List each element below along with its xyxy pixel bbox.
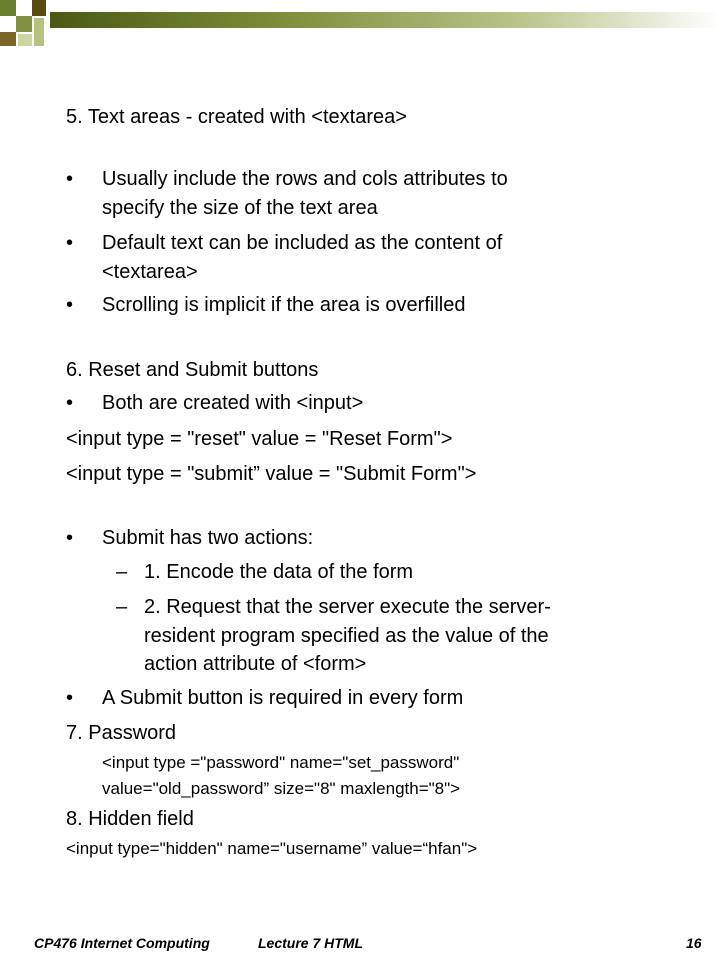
bullet-symbol: • xyxy=(66,232,74,254)
footer-lecture: Lecture 7 HTML xyxy=(258,935,364,951)
dash-symbol: – xyxy=(116,596,128,618)
footer-page-number: 16 xyxy=(686,935,702,951)
password-code-line1: <input type ="password" name="set_password" xyxy=(102,753,460,772)
action-2-line2: resident program specified as the value of the xyxy=(144,625,549,647)
dash-symbol: – xyxy=(116,561,128,583)
bullet-symbol: • xyxy=(66,294,74,316)
section8-title: 8. Hidden field xyxy=(66,808,194,830)
bullet-symbol: • xyxy=(66,392,74,414)
bullet-symbol: • xyxy=(66,527,74,549)
bullet5-2-line1: Default text can be included as the content of xyxy=(102,232,503,254)
section7-title: 7. Password xyxy=(66,722,177,744)
bullet5-2-line2: <textarea> xyxy=(102,261,198,283)
code-submit: <input type = "submit” value = "Submit Form"> xyxy=(66,463,477,485)
hidden-code: <input type="hidden" name="username” value=“hfan"> xyxy=(66,839,478,858)
bullet5-3: Scrolling is implicit if the area is overfilled xyxy=(102,294,466,316)
submit-required: A Submit button is required in every form xyxy=(102,687,464,709)
footer-course: CP476 Internet Computing xyxy=(34,935,210,951)
bullet6-both-created: Both are created with <input> xyxy=(102,392,364,414)
section6-title: 6. Reset and Submit buttons xyxy=(66,359,319,381)
submit-actions: Submit has two actions: xyxy=(102,527,314,549)
action-1: 1. Encode the data of the form xyxy=(144,561,414,583)
bullet-symbol: • xyxy=(66,687,74,709)
bullet5-1-line1: Usually include the rows and cols attributes to xyxy=(102,168,508,190)
section5-title: 5. Text areas - created with <textarea> xyxy=(66,106,407,128)
action-2-line3: action attribute of <form> xyxy=(144,653,367,675)
bullet-symbol: • xyxy=(66,168,74,190)
action-2-line1: 2. Request that the server execute the server- xyxy=(144,596,551,618)
password-code-line2: value="old_password” size="8" maxlength="8"> xyxy=(102,779,461,798)
code-reset: <input type = "reset" value = "Reset Form"> xyxy=(66,428,453,450)
bullet5-1-line2: specify the size of the text area xyxy=(102,197,378,219)
